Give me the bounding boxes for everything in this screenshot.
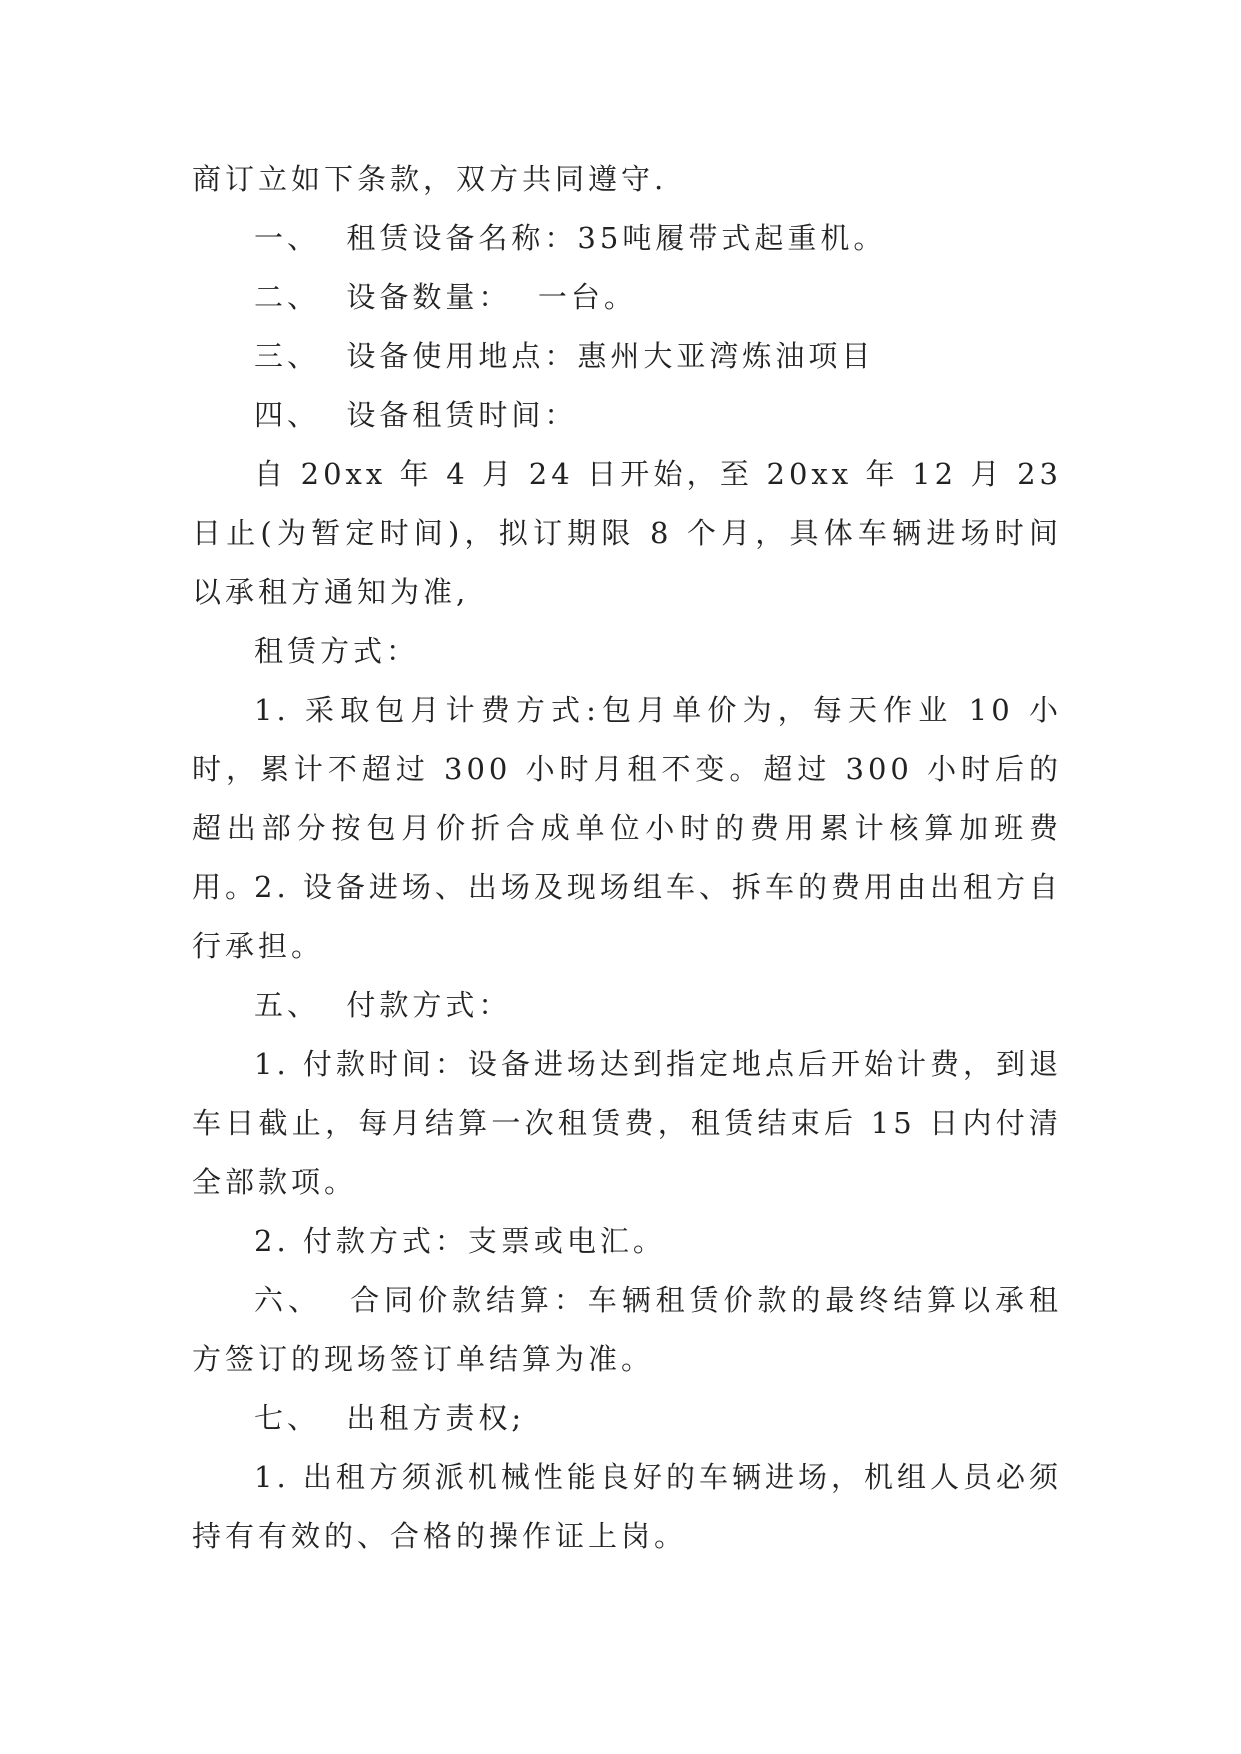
paragraph-monthly-billing: 1. 采取包月计费方式:包月单价为，每天作业 10 小时，累计不超过 300 小时月租不变。超过 300 小时后的超出部分按包月价折合成单位小时的费用累计核算加班费用。 [192, 693, 1062, 904]
paragraph-lessor-duty-1: 1. 出租方须派机械性能良好的车辆进场，机组人员必须持有有效的、合格的操作证上岗。 [192, 1460, 1062, 1553]
clause-payment-method-heading: 五、 付款方式： [254, 988, 512, 1022]
clause-rental-period-heading: 四、 设备租赁时间： [254, 398, 578, 432]
paragraph-opening: 商订立如下条款，双方共同遵守. [192, 162, 668, 196]
clause-usage-location: 三、 设备使用地点：惠州大亚湾炼油项目 [254, 339, 875, 373]
paragraph-rental-period: 自 20xx 年 4 月 24 日开始，至 20xx 年 12 月 23 日止(为暂定时间)，拟订期限 8 个月，具体车辆进场时间以承租方通知为准, [192, 457, 1076, 609]
heading-rental-method: 租赁方式： [254, 634, 420, 668]
clause-equipment-name: 一、 租赁设备名称：35吨履带式起重机。 [254, 221, 887, 255]
clause-equipment-quantity: 二、 设备数量： 一台。 [254, 280, 637, 314]
paragraph-entry-exit-costs: 2. 设备进场、出场及现场组车、拆车的费用由出租方自行承担。 [192, 870, 1062, 963]
paragraph-payment-time: 1. 付款时间：设备进场达到指定地点后开始计费，到退车日截止，每月结算一次租赁费，租赁结束后 15 日内付清全部款项。 [192, 1047, 1062, 1199]
paragraph-payment-method: 2. 付款方式：支票或电汇。 [254, 1224, 666, 1258]
clause-contract-settlement: 六、 合同价款结算：车辆租赁价款的最终结算以承租方签订的现场签订单结算为准。 [192, 1283, 1062, 1376]
clause-lessor-duties-heading: 七、 出租方责权; [254, 1401, 526, 1435]
